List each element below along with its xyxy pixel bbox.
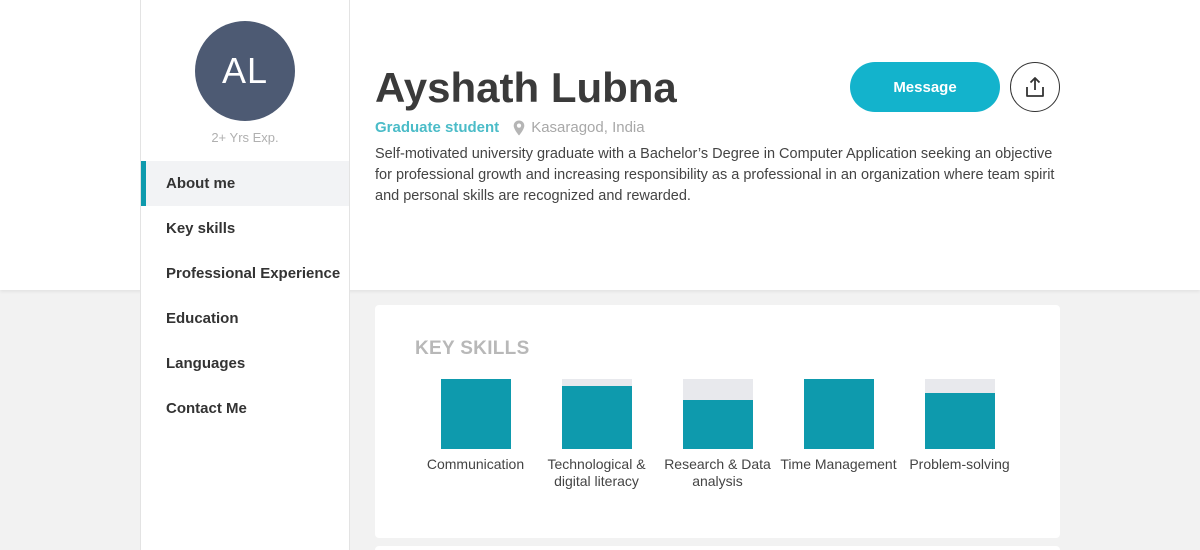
skill-item <box>657 379 778 490</box>
profile-name: Ayshath Lubna <box>375 64 677 111</box>
profile-role: Graduate student <box>375 119 500 136</box>
share-upload-icon <box>1025 76 1045 98</box>
skill-bar-fill <box>441 379 511 449</box>
profile-meta <box>375 119 1065 136</box>
skill-bar-fill <box>925 393 995 449</box>
nav-item-contact-me[interactable]: Contact Me <box>166 400 247 417</box>
key-skills-title: KEY SKILLS <box>415 338 530 359</box>
avatar: AL <box>195 21 295 121</box>
skill-bar-fill <box>562 386 632 449</box>
nav-item-about-me[interactable]: About me <box>141 161 349 206</box>
location-pin-icon <box>513 120 525 136</box>
profile-location: Kasaragod, India <box>531 119 645 136</box>
skill-item <box>536 379 657 490</box>
skill-item <box>415 379 536 490</box>
skill-item <box>778 379 899 490</box>
next-section-card <box>375 546 1060 550</box>
sidebar <box>140 0 350 550</box>
message-button[interactable]: Message <box>850 62 1000 112</box>
skill-bar-track <box>441 379 511 449</box>
share-button[interactable] <box>1010 62 1060 112</box>
skill-label: Technological & digital literacy <box>547 456 646 489</box>
skill-label: Time Management <box>780 456 897 472</box>
skill-bar-track <box>562 379 632 449</box>
nav-item-professional-experience[interactable]: Professional Experience <box>166 265 341 282</box>
nav-item-key-skills[interactable]: Key skills <box>166 220 236 237</box>
skill-label: Communication <box>426 456 525 472</box>
skill-bar-fill <box>804 379 874 449</box>
nav-item-education[interactable]: Education <box>166 310 239 327</box>
skill-bar-track <box>925 379 995 449</box>
experience-label: 2+ Yrs Exp. <box>211 130 279 145</box>
nav-item-languages[interactable]: Languages <box>166 355 246 372</box>
skill-label: Problem-solving <box>909 456 1010 472</box>
skill-item <box>899 379 1020 490</box>
skill-bar-track <box>804 379 874 449</box>
key-skills-card <box>375 305 1060 538</box>
skills-list <box>415 379 1020 490</box>
profile-bio: Self-motivated university graduate with a Bachelor’s Degree in Computer Application seeking an objective for professional growth and increasing responsibility as a professional in an organization where team spirit and personal skills are recognized and rewarded. <box>375 146 1055 204</box>
sidebar-nav <box>141 161 349 431</box>
skill-label: Research & Data analysis <box>664 456 771 489</box>
skill-bar-track <box>683 379 753 449</box>
skill-bar-fill <box>683 400 753 449</box>
